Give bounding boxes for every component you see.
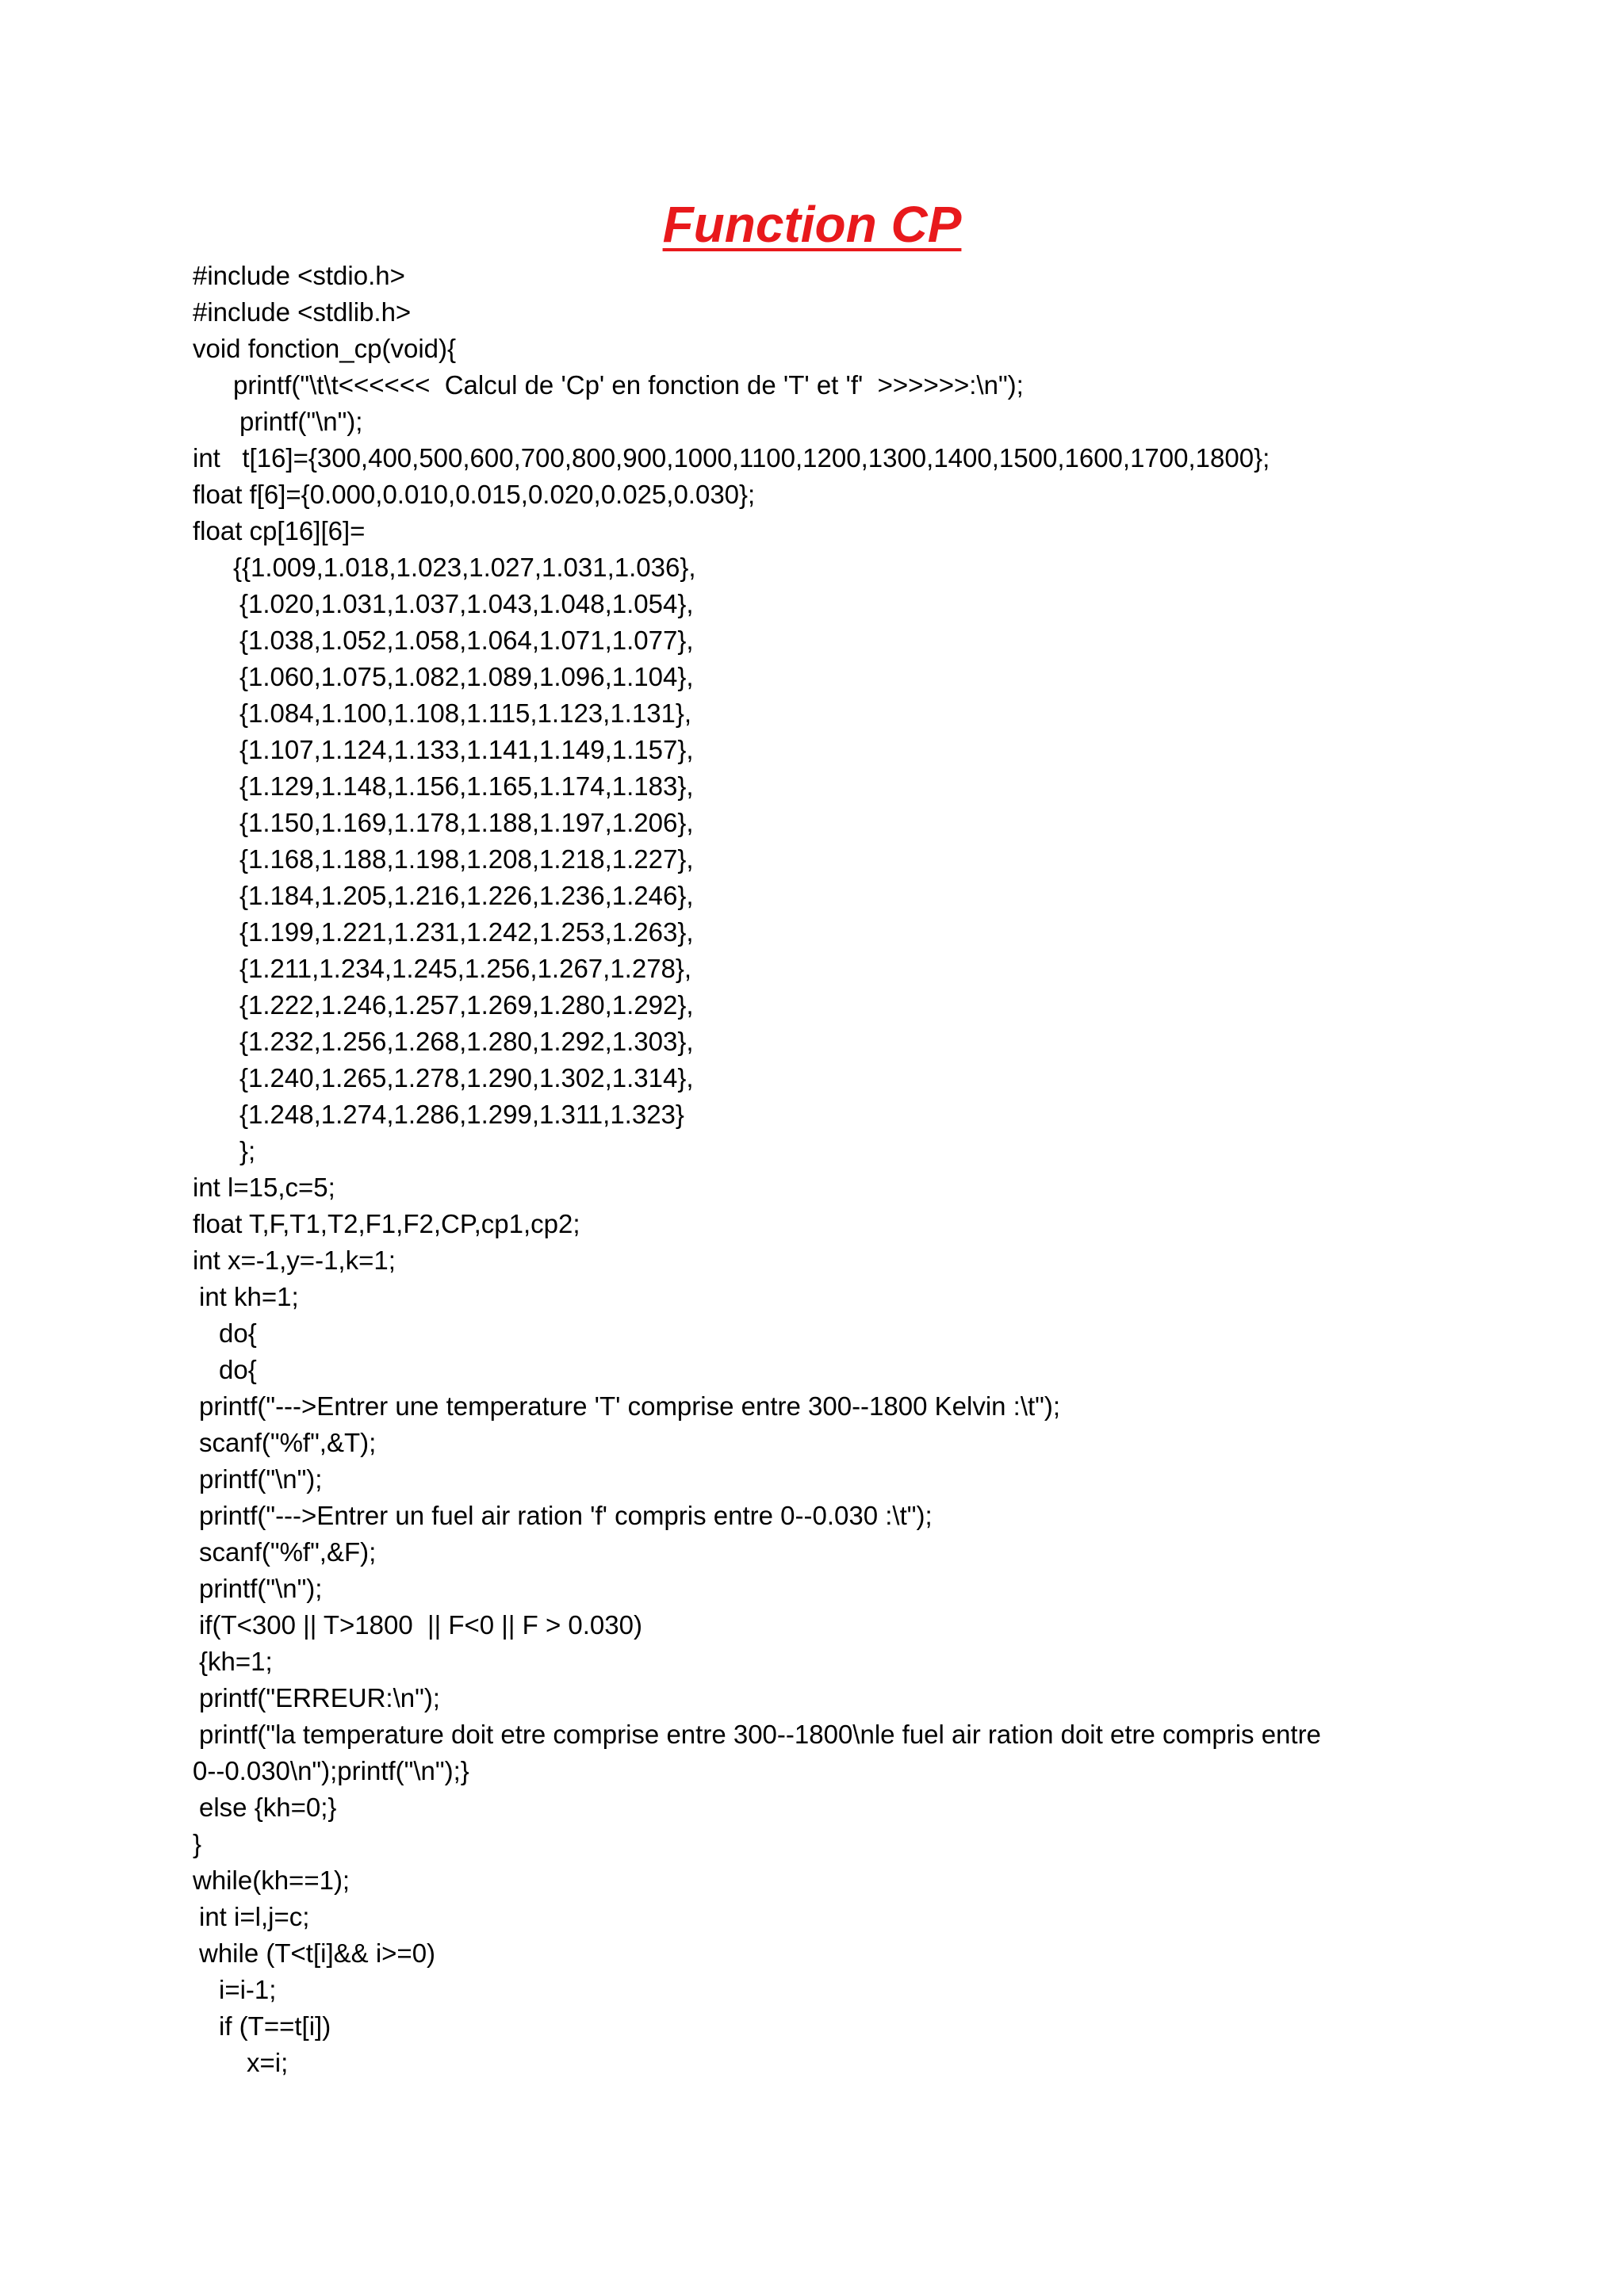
code-line: {1.084,1.100,1.108,1.115,1.123,1.131}, bbox=[239, 698, 692, 728]
code-line: }; bbox=[239, 1136, 256, 1165]
code-line: {1.020,1.031,1.037,1.043,1.048,1.054}, bbox=[239, 589, 694, 618]
code-line: printf("\n"); bbox=[199, 1574, 323, 1603]
code-line: float f[6]={0.000,0.010,0.015,0.020,0.025,0.030}; bbox=[193, 480, 756, 509]
code-line: scanf("%f",&F); bbox=[199, 1537, 377, 1567]
code-line: {1.240,1.265,1.278,1.290,1.302,1.314}, bbox=[239, 1063, 694, 1093]
code-line: int kh=1; bbox=[199, 1282, 299, 1311]
code-line: int i=l,j=c; bbox=[199, 1902, 310, 1931]
code-line: {1.060,1.075,1.082,1.089,1.096,1.104}, bbox=[239, 662, 694, 691]
code-line: while(kh==1); bbox=[193, 1866, 350, 1895]
code-line: else {kh=0;} bbox=[199, 1793, 337, 1822]
code-line: 0--0.030\n");printf("\n");} bbox=[193, 1756, 469, 1785]
code-line: {1.150,1.169,1.178,1.188,1.197,1.206}, bbox=[239, 808, 694, 837]
page-title: Function CP bbox=[662, 196, 962, 253]
code-line: #include <stdlib.h> bbox=[193, 297, 412, 327]
code-line: scanf("%f",&T); bbox=[199, 1428, 377, 1457]
code-line: printf("--->Entrer une temperature 'T' comprise entre 300--1800 Kelvin :\t"); bbox=[199, 1391, 1061, 1421]
code-line: {1.222,1.246,1.257,1.269,1.280,1.292}, bbox=[239, 990, 694, 1020]
code-line: i=i-1; bbox=[219, 1975, 277, 2004]
code-line: do{ bbox=[219, 1318, 257, 1348]
code-line: while (T<t[i]&& i>=0) bbox=[199, 1938, 436, 1968]
code-line: {1.168,1.188,1.198,1.208,1.218,1.227}, bbox=[239, 844, 694, 874]
code-line: float T,F,T1,T2,F1,F2,CP,cp1,cp2; bbox=[193, 1209, 580, 1238]
code-line: {kh=1; bbox=[199, 1647, 273, 1676]
code-line: void fonction_cp(void){ bbox=[193, 334, 457, 363]
code-line: {1.129,1.148,1.156,1.165,1.174,1.183}, bbox=[239, 771, 694, 801]
code-line: {1.038,1.052,1.058,1.064,1.071,1.077}, bbox=[239, 626, 694, 655]
code-line: printf("ERREUR:\n"); bbox=[199, 1683, 440, 1712]
code-line: {1.107,1.124,1.133,1.141,1.149,1.157}, bbox=[239, 735, 694, 764]
code-line: printf("--->Entrer un fuel air ration 'f' compris entre 0--0.030 :\t"); bbox=[199, 1501, 933, 1530]
code-line: int l=15,c=5; bbox=[193, 1173, 335, 1202]
code-line: if (T==t[i]) bbox=[219, 2011, 331, 2041]
code-line: #include <stdio.h> bbox=[193, 261, 405, 290]
code-line: float cp[16][6]= bbox=[193, 516, 366, 545]
code-line: printf("\n"); bbox=[199, 1464, 323, 1494]
code-line: } bbox=[193, 1829, 202, 1858]
code-line: int t[16]={300,400,500,600,700,800,900,1000,1100,1200,1300,1400,1500,1600,1700,1800}; bbox=[193, 443, 1270, 473]
code-line: {1.232,1.256,1.268,1.280,1.292,1.303}, bbox=[239, 1027, 694, 1056]
code-line: x=i; bbox=[247, 2048, 289, 2077]
code-line: printf("\n"); bbox=[239, 407, 363, 436]
code-line: {{1.009,1.018,1.023,1.027,1.031,1.036}, bbox=[233, 553, 696, 582]
code-line: printf("la temperature doit etre comprise entre 300--1800\nle fuel air ration doit etre compris entre bbox=[199, 1720, 1321, 1749]
code-line: printf("\t\t<<<<<< Calcul de 'Cp' en fonction de 'T' et 'f' >>>>>>:\n"); bbox=[233, 370, 1024, 400]
code-line: {1.199,1.221,1.231,1.242,1.253,1.263}, bbox=[239, 917, 694, 947]
code-line: {1.211,1.234,1.245,1.256,1.267,1.278}, bbox=[239, 954, 692, 983]
code-line: {1.184,1.205,1.216,1.226,1.236,1.246}, bbox=[239, 881, 694, 910]
code-line: int x=-1,y=-1,k=1; bbox=[193, 1246, 396, 1275]
code-line: {1.248,1.274,1.286,1.299,1.311,1.323} bbox=[239, 1100, 684, 1129]
code-line: do{ bbox=[219, 1355, 257, 1384]
code-line: if(T<300 || T>1800 || F<0 || F > 0.030) bbox=[199, 1610, 642, 1640]
